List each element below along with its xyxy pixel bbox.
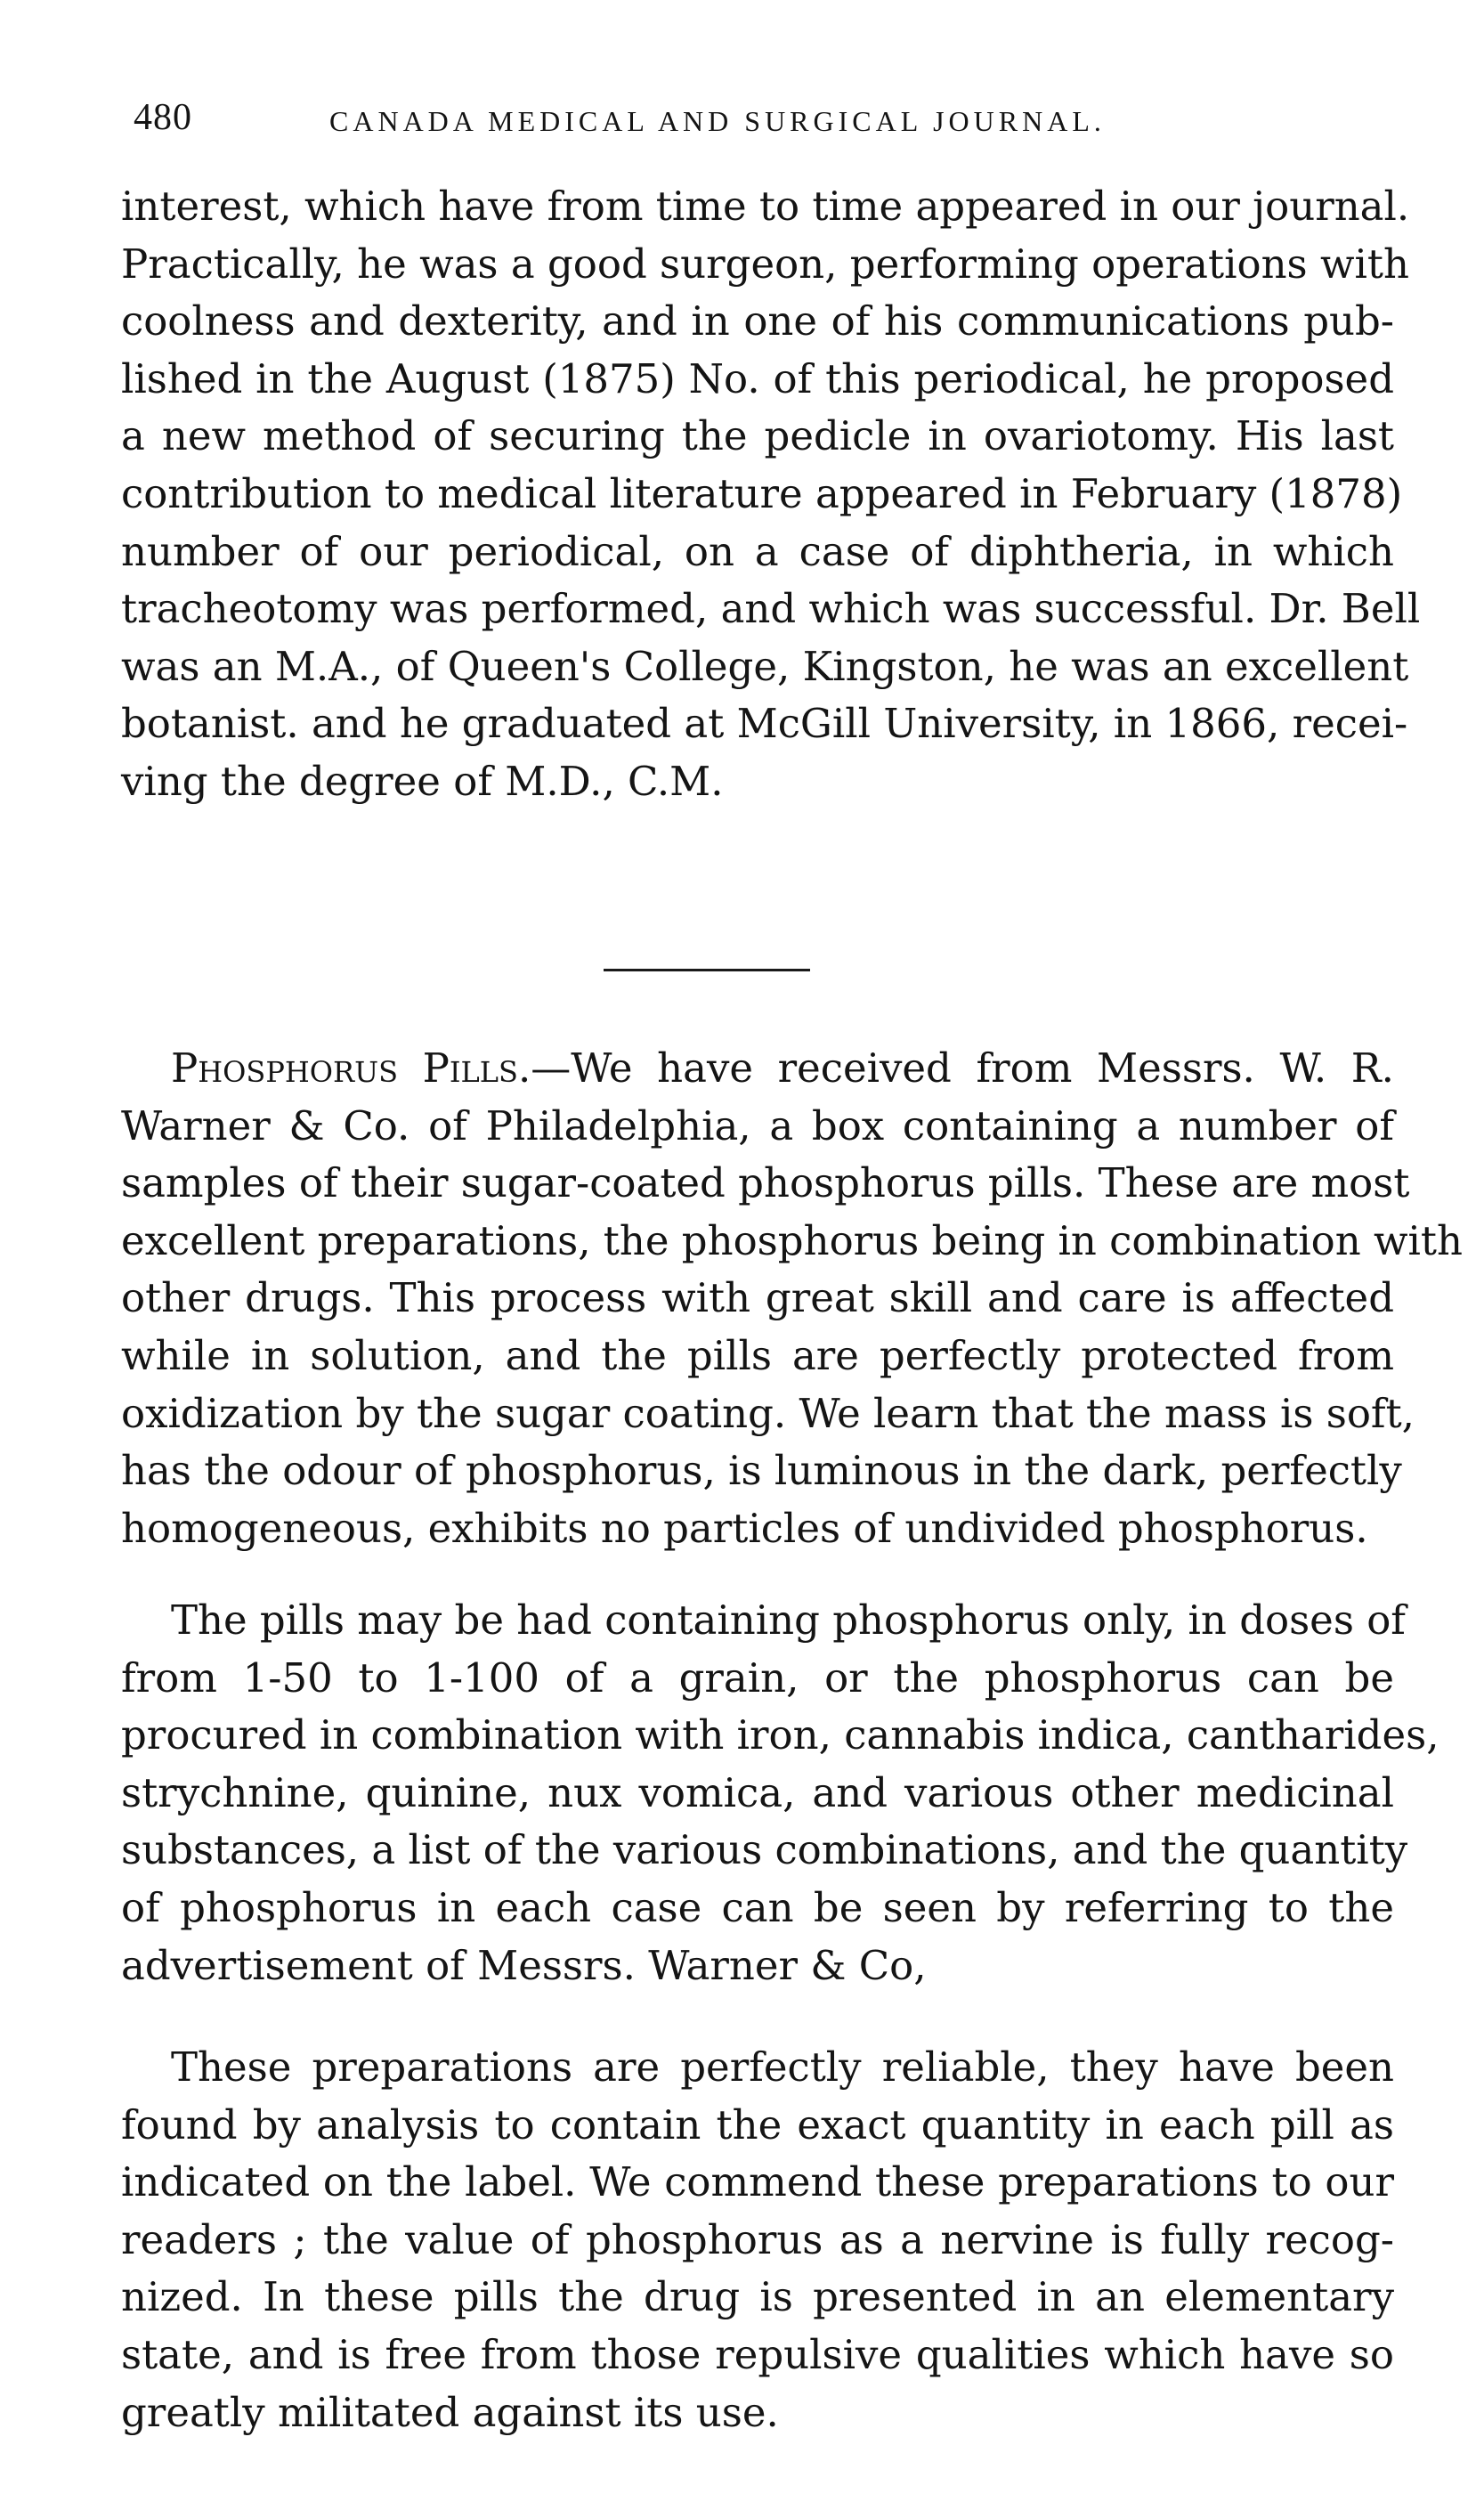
text-line: procured in combination with iron, cannabis indica, cantharides, [121, 1711, 1439, 1759]
text-line: from 1-50 to 1-100 of a grain, or the phosphorus can be [121, 1653, 1394, 1702]
text-line: nized. In these pills the drug is presented in an elementary [121, 2273, 1394, 2321]
text-line: homogeneous, exhibits no particles of undivided phosphorus. [121, 1504, 1368, 1552]
text-line: interest, which have from time to time appeared in our journal. [121, 183, 1410, 230]
journal-title: CANADA MEDICAL AND SURGICAL JOURNAL. [329, 105, 1106, 137]
text-line: oxidization by the sugar coating. We learn that the mass is soft, [121, 1389, 1415, 1437]
article-paragraph-1 [121, 1040, 1463, 1557]
text-line: ving the degree of M.D., C.M. [121, 757, 724, 805]
text-line: coolness and dexterity, and in one of his communications pub- [121, 297, 1394, 345]
text-line: has the odour of phosphorus, is luminous in the dark, perfectly [121, 1447, 1402, 1495]
text-line: number of our periodical, on a case of diphtheria, in which [121, 527, 1394, 575]
article-paragraph-3 [121, 2039, 1394, 2441]
text-line: state, and is free from those repulsive qualities which have so [121, 2330, 1394, 2378]
text-line: strychnine, quinine, nux vomica, and various other medicinal [121, 1768, 1394, 1816]
text-line-with-heading [121, 1040, 1394, 1098]
running-head [134, 96, 1389, 150]
text-line: Warner & Co. of Philadelphia, a box containing a number of [121, 1101, 1394, 1149]
text-line: excellent preparations, the phosphorus being in combination with [121, 1216, 1463, 1264]
text-line: of phosphorus in each case can be seen by referring to the [121, 1883, 1394, 1931]
text-line: lished in the August (1875) No. of this periodical, he proposed [121, 354, 1394, 402]
text-line: was an M.A., of Queen's College, Kingston, he was an excellent [121, 642, 1409, 690]
obituary-paragraph [121, 178, 1421, 811]
text-line: These preparations are perfectly reliable, they have been [171, 2043, 1394, 2091]
article-heading: Phosphorus Pills. [171, 1044, 531, 1092]
text-line: found by analysis to contain the exact quantity in each pill as [121, 2100, 1394, 2148]
text-line: while in solution, and the pills are perfectly protected from [121, 1331, 1394, 1379]
text-line: The pills may be had containing phosphorus only, in doses of [171, 1596, 1406, 1644]
page-number: 480 [134, 97, 192, 138]
text-run: —We have received from Messrs. W. R. [531, 1044, 1394, 1092]
article-paragraph-2 [121, 1592, 1439, 1994]
text-line: botanist. and he graduated at McGill University, in 1866, recei- [121, 700, 1408, 748]
text-line: greatly militated against its use. [121, 2388, 779, 2436]
text-line: readers ; the value of phosphorus as a nervine is fully recog- [121, 2215, 1394, 2263]
text-line: indicated on the label. We commend these preparations to our [121, 2158, 1394, 2206]
text-line: Practically, he was a good surgeon, performing operations with [121, 240, 1409, 288]
section-divider [604, 969, 810, 971]
text-line: contribution to medical literature appeared in February (1878) [121, 469, 1403, 517]
text-line: advertisement of Messrs. Warner & Co, [121, 1941, 927, 1989]
text-line: a new method of securing the pedicle in ovariotomy. His last [121, 412, 1394, 460]
text-line: substances, a list of the various combinations, and the quantity [121, 1826, 1408, 1874]
text-line: samples of their sugar-coated phosphorus pills. These are most [121, 1159, 1410, 1207]
text-line: other drugs. This process with great skill and care is affected [121, 1274, 1394, 1322]
text-line: tracheotomy was performed, and which was successful. Dr. Bell [121, 585, 1421, 633]
